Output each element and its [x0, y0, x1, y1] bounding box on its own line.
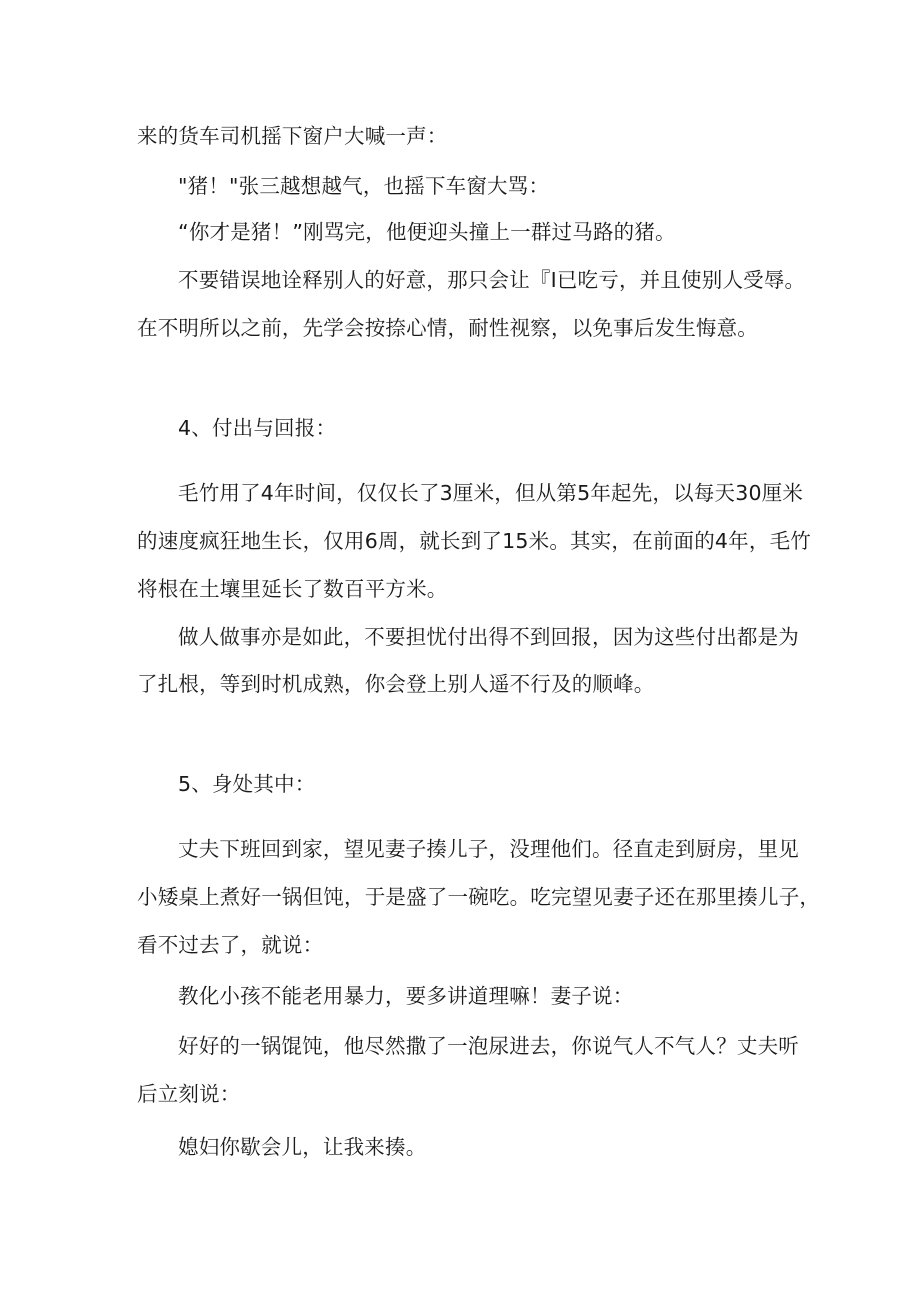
text-line-12: 小矮桌上煮好一锅但饨，于是盛了一碗吃。吃完望见妻子还在那里揍儿子，: [137, 885, 821, 909]
text-line-11: 丈夫下班回到家，望见妻子揍儿子，没理他们。径直走到厨房，里见: [178, 837, 799, 861]
text-line-14: 教化小孩不能老用暴力，要多讲道理嘛！妻子说：: [178, 984, 634, 1008]
text-line-5: 在不明所以之前，先学会按捺心情，耐性视察，以免事后发生悔意。: [137, 316, 758, 340]
text-line-17: 媳妇你歇会儿，让我来揍。: [178, 1135, 427, 1159]
text-line-13: 看不过去了，就说：: [137, 933, 324, 957]
text-line-10: 了扎根，等到时机成熟，你会登上别人遥不行及的顺峰。: [137, 672, 655, 696]
text-line-1: 来的货车司机摇下窗户大喊一声：: [137, 124, 448, 148]
section-heading-5: 5、身处其中：: [178, 772, 316, 796]
text-line-15: 好好的一锅馄饨，他尽然撒了一泡尿进去，你说气人不气人？丈夫听: [178, 1034, 799, 1058]
section-heading-4: 4、付出与回报：: [178, 416, 337, 440]
text-line-7: 的速度疯狂地生长，仅用6周，就长到了15米。其实，在前面的4年，毛竹: [137, 529, 811, 553]
text-line-8: 将根在土壤里延长了数百平方米。: [137, 577, 448, 601]
text-line-4: 不要错误地诠释别人的好意，那只会让『I已吃亏，并且使别人受辱。: [178, 268, 806, 292]
text-line-2: "猪！"张三越想越气，也摇下车窗大骂：: [178, 174, 550, 198]
text-line-6: 毛竹用了4年时间，仅仅长了3厘米，但从第5年起先，以每天30厘米: [178, 481, 804, 505]
text-line-9: 做人做事亦是如此，不要担忧付出得不到回报，因为这些付出都是为: [178, 625, 799, 649]
text-line-16: 后立刻说：: [137, 1082, 241, 1106]
text-line-3: “你才是猪！”刚骂完，他便迎头撞上一群过马路的猪。: [178, 220, 676, 244]
